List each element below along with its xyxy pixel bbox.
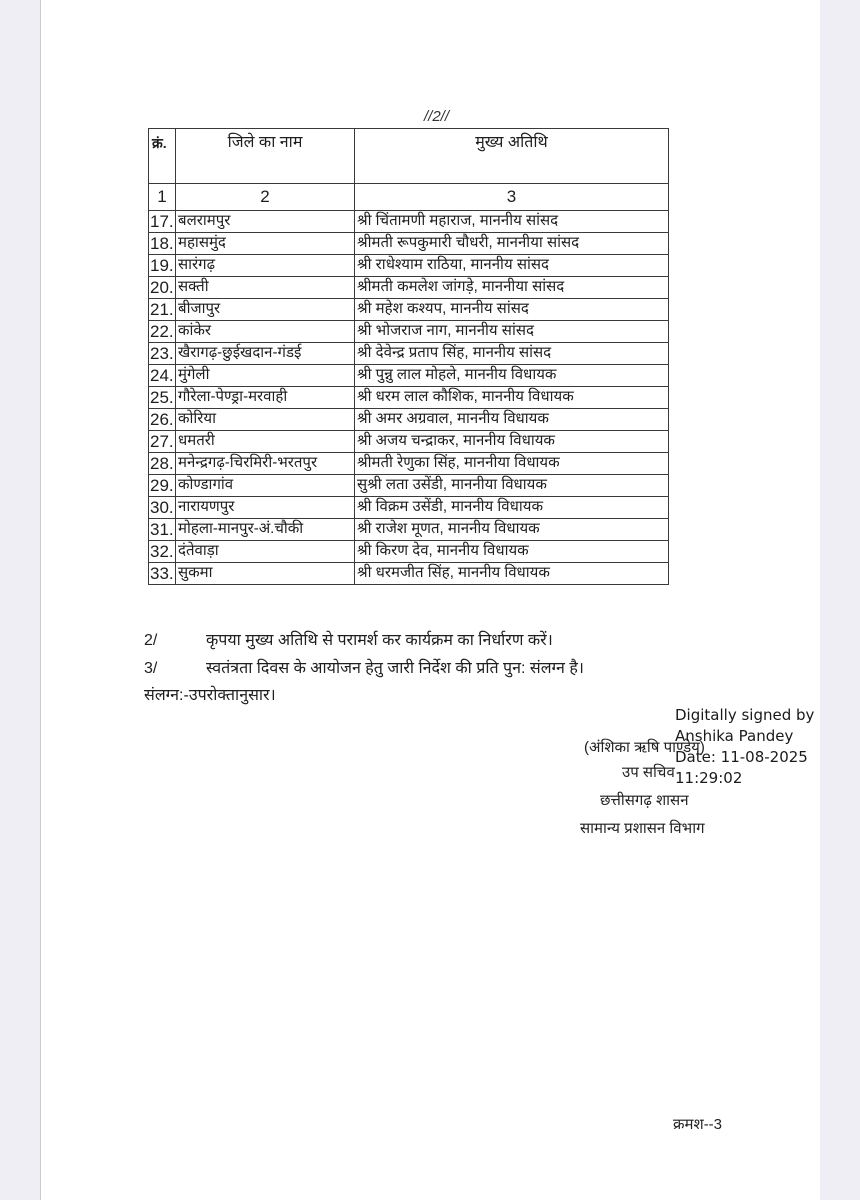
district-name-cell: बलरामपुर: [176, 211, 355, 233]
serial-number-cell: 30.: [150, 498, 174, 517]
district-name-cell: धमतरी: [176, 431, 355, 453]
chief-guest-cell: श्रीमती रेणुका सिंह, माननीया विधायक: [355, 453, 669, 475]
table-row: [149, 541, 669, 563]
district-name-cell: सक्ती: [176, 277, 355, 299]
table-header-row: [149, 129, 669, 184]
chief-guest-cell: श्री राधेश्याम राठिया, माननीय सांसद: [355, 255, 669, 277]
digital-signature-block: [675, 705, 814, 789]
serial-number-cell: 33.: [150, 564, 174, 583]
continuation-marker: क्रमश--3: [673, 1116, 723, 1133]
district-name-cell: सुकमा: [176, 563, 355, 585]
digital-signature-line: Digitally signed by: [675, 706, 815, 724]
table-row: [149, 255, 669, 277]
table-row: [149, 497, 669, 519]
table-row: [149, 299, 669, 321]
table-row: [149, 563, 669, 585]
district-name-cell: कोरिया: [176, 409, 355, 431]
column-number-row: [149, 184, 669, 211]
chief-guest-cell: श्री भोजराज नाग, माननीय सांसद: [355, 321, 669, 343]
district-name-cell: गौरेला-पेण्ड्रा-मरवाही: [176, 387, 355, 409]
chief-guest-table: [148, 128, 669, 585]
table-row: [149, 453, 669, 475]
paragraph-3: [144, 656, 584, 678]
enclosure-note: संलग्न:-उपरोक्तानुसार।: [144, 687, 276, 704]
serial-number-cell: 18.: [150, 234, 174, 253]
table-row: [149, 387, 669, 409]
district-name-cell: महासमुंद: [176, 233, 355, 255]
district-name-cell: सारंगढ़: [176, 255, 355, 277]
district-name-cell: दंतेवाड़ा: [176, 541, 355, 563]
chief-guest-cell: श्री अमर अग्रवाल, माननीय विधायक: [355, 409, 669, 431]
chief-guest-cell: श्री चिंतामणी महाराज, माननीय सांसद: [355, 211, 669, 233]
paragraph-number: 3/: [144, 660, 158, 677]
table-row: [149, 475, 669, 497]
serial-number-cell: 24.: [150, 366, 174, 385]
signatory-department: सामान्य प्रशासन विभाग: [580, 820, 705, 837]
chief-guest-cell: श्री देवेन्द्र प्रताप सिंह, माननीय सांसद: [355, 343, 669, 365]
serial-number-cell: 25.: [150, 388, 174, 407]
table-row: [149, 519, 669, 541]
header-district-name: जिले का नाम: [176, 129, 355, 184]
digital-signature-time: 11:29:02: [675, 769, 743, 787]
serial-number-cell: 32.: [150, 542, 174, 561]
serial-number-cell: 19.: [150, 256, 174, 275]
page-marker: //2//: [424, 108, 450, 125]
header-chief-guest: मुख्य अतिथि: [355, 129, 669, 184]
table-row: [149, 343, 669, 365]
serial-number-cell: 21.: [150, 300, 174, 319]
column-number: 1: [149, 184, 176, 211]
chief-guest-cell: सुश्री लता उसेंडी, माननीया विधायक: [355, 475, 669, 497]
table-row: [149, 233, 669, 255]
district-name-cell: बीजापुर: [176, 299, 355, 321]
paragraph-text: स्वतंत्रता दिवस के आयोजन हेतु जारी निर्देश की प्रति पुन: संलग्न है।: [206, 660, 584, 677]
serial-number-cell: 22.: [150, 322, 174, 341]
table-row: [149, 409, 669, 431]
serial-number-cell: 27.: [150, 432, 174, 451]
chief-guest-cell: श्रीमती कमलेश जांगड़े, माननीया सांसद: [355, 277, 669, 299]
chief-guest-cell: श्री धरम लाल कौशिक, माननीय विधायक: [355, 387, 669, 409]
table-row: [149, 211, 669, 233]
chief-guest-cell: श्री किरण देव, माननीय विधायक: [355, 541, 669, 563]
district-name-cell: खैरागढ़-छुईखदान-गंडई: [176, 343, 355, 365]
digital-signature-signer: Anshika Pandey: [675, 727, 794, 745]
serial-number-cell: 17.: [150, 212, 174, 231]
document-page: [40, 0, 820, 1200]
signatory-government: छत्तीसगढ़ शासन: [600, 792, 689, 809]
serial-number-cell: 29.: [150, 476, 174, 495]
paragraph-number: 2/: [144, 632, 158, 649]
chief-guest-cell: श्री अजय चन्द्राकर, माननीय विधायक: [355, 431, 669, 453]
serial-number-cell: 28.: [150, 454, 174, 473]
column-number: 3: [355, 184, 669, 211]
table-row: [149, 365, 669, 387]
district-name-cell: मोहला-मानपुर-अं.चौकी: [176, 519, 355, 541]
table-row: [149, 321, 669, 343]
serial-number-cell: 31.: [150, 520, 174, 539]
paragraph-text: कृपया मुख्य अतिथि से परामर्श कर कार्यक्रम का निर्धारण करें।: [206, 632, 553, 649]
chief-guest-cell: श्री महेश कश्यप, माननीय सांसद: [355, 299, 669, 321]
district-name-cell: मुंगेली: [176, 365, 355, 387]
serial-number-cell: 20.: [150, 278, 174, 297]
district-name-cell: नारायणपुर: [176, 497, 355, 519]
column-number: 2: [176, 184, 355, 211]
digital-signature-date: Date: 11-08-2025: [675, 748, 808, 766]
district-name-cell: कोण्डागांव: [176, 475, 355, 497]
chief-guest-cell: श्री पुन्नु लाल मोहले, माननीय विधायक: [355, 365, 669, 387]
table-row: [149, 277, 669, 299]
signatory-name: (अंशिका ऋषि पाण्डेय): [584, 739, 705, 756]
chief-guest-cell: श्रीमती रूपकुमारी चौधरी, माननीया सांसद: [355, 233, 669, 255]
signatory-designation: उप सचिव: [622, 764, 675, 781]
chief-guest-cell: श्री विक्रम उसेंडी, माननीय विधायक: [355, 497, 669, 519]
table-row: [149, 431, 669, 453]
paragraph-2: [144, 628, 553, 650]
district-name-cell: कांकेर: [176, 321, 355, 343]
header-serial: क्रं.: [149, 129, 176, 184]
chief-guest-cell: श्री राजेश मूणत, माननीय विधायक: [355, 519, 669, 541]
chief-guest-cell: श्री धरमजीत सिंह, माननीय विधायक: [355, 563, 669, 585]
serial-number-cell: 26.: [150, 410, 174, 429]
serial-number-cell: 23.: [150, 344, 174, 363]
district-name-cell: मनेन्द्रगढ़-चिरमिरी-भरतपुर: [176, 453, 355, 475]
